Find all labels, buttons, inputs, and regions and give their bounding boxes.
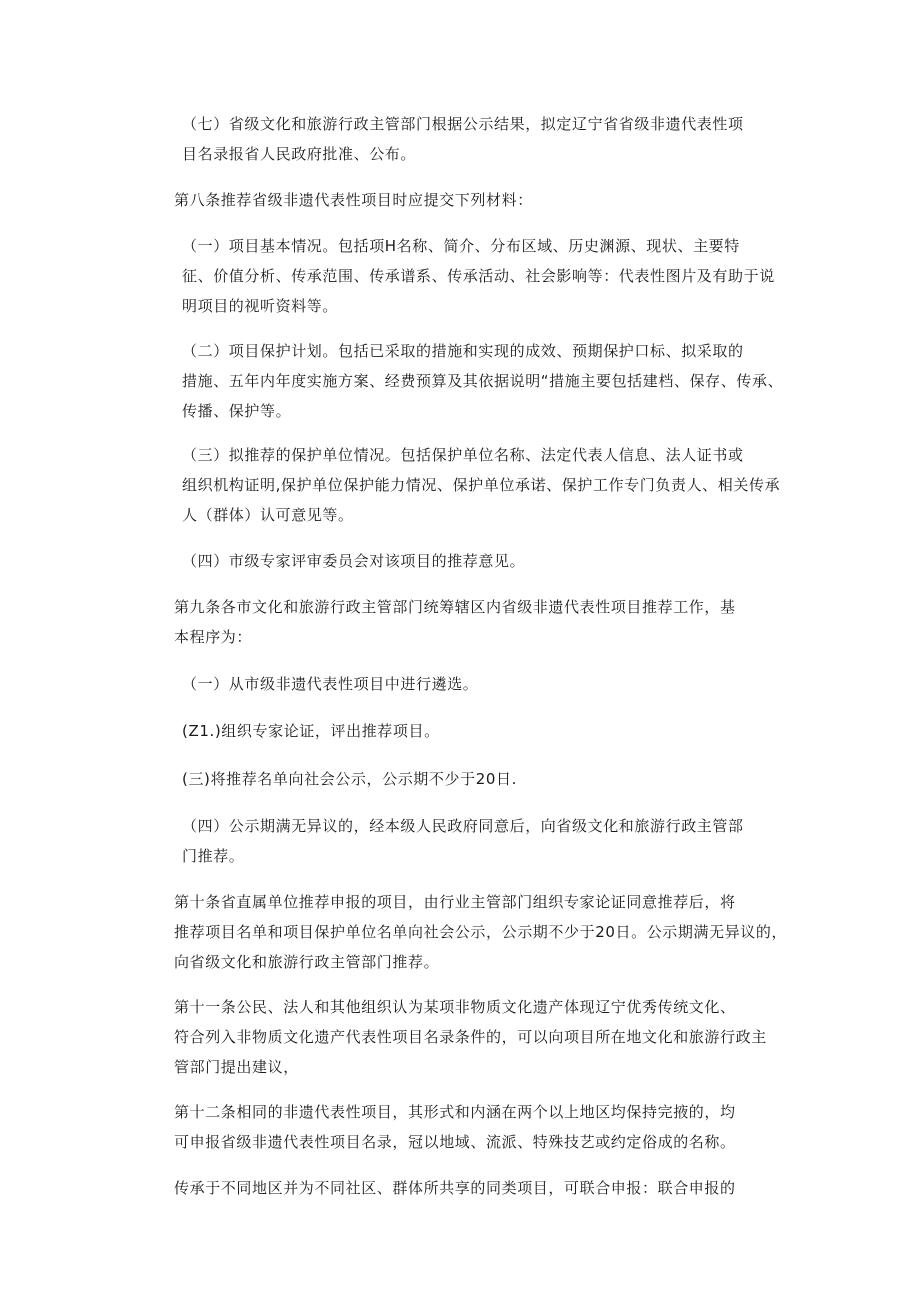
text-line: 传播、保护等。 (182, 402, 292, 420)
text-line: 可申报省级非遗代表性项目名录，冠以地域、流派、特殊技艺或约定俗成的名称。 (174, 1133, 736, 1151)
text-line: 组织机构证明,保护单位保护能力情况、保护单位承诺、保护工作专门负责人、相关传承 (182, 476, 781, 494)
text-line: 措施、五年内年度实施方案、经费预算及其依据说明“措施主要包括建档、保存、传承、 (182, 372, 784, 390)
paragraph-step-1 (132, 669, 792, 699)
paragraph-item-3-protection-unit (132, 440, 792, 530)
text-line: 管部门提出建议， (174, 1058, 299, 1076)
text-line: 推荐项目名单和项目保护单位名单向社会公示，公示期不少于20日。公示期满无异议的， (174, 923, 788, 941)
text-line: 向省级文化和旅游行政主管部门推荐。 (174, 953, 440, 971)
text-line: （二）项目保护计划。包括已采取的措施和实现的成效、预期保护口标、拟采取的 (182, 342, 744, 360)
paragraph-item-7-publication (132, 109, 792, 169)
paragraph-step-4 (132, 811, 792, 871)
text-line: 第十一条公民、法人和其他组织认为某项非物质文化遗产体现辽宁优秀传统文化、 (174, 998, 736, 1016)
text-line: 征、价值分析、传承范围、传承谱系、传承活动、社会影响等：代表性图片及有助于说 (182, 267, 775, 285)
paragraph-step-3 (132, 764, 792, 794)
text-line: （四）公示期满无异议的，经本级人民政府同意后，向省级文化和旅游行政主管部 (182, 817, 744, 835)
text-line: （三）拟推荐的保护单位情况。包括保护单位名称、法定代表人信息、法人证书或 (182, 446, 744, 464)
paragraph-item-4-expert-opinion (132, 546, 792, 576)
text-line: （七）省级文化和旅游行政主管部门根据公示结果，拟定辽宁省省级非遗代表性项 (182, 115, 744, 133)
text-line: （四）市级专家评审委员会对该项目的推荐意见。 (182, 552, 526, 570)
paragraph-item-2-protection-plan (132, 336, 792, 426)
paragraph-step-2 (132, 716, 792, 746)
article-9 (132, 592, 792, 652)
text-line: 第十条省直属单位推荐申报的项目，由行业主管部门组织专家论证同意推荐后，将 (174, 893, 736, 911)
article-8-heading (132, 185, 792, 215)
text-line: （一）项目基本情况。包括项H名称、简介、分布区域、历史渊源、现状、主要特 (182, 237, 740, 255)
text-line: （一）从市级非遗代表性项目中进行遴选。 (182, 675, 479, 693)
article-11 (132, 992, 792, 1082)
paragraph-item-1-basic-info (132, 231, 792, 321)
article-12 (132, 1097, 792, 1157)
text-line: 本程序为： (174, 628, 253, 646)
text-line: 门推荐。 (182, 847, 245, 865)
text-line: 明项目的视听资料等。 (182, 297, 339, 315)
text-line: (Z1.)组织专家论证，评出推荐项目。 (182, 722, 440, 740)
text-line: 传承于不同地区并为不同社区、群体所共享的同类项目，可联合申报：联合申报的 (174, 1179, 736, 1197)
text-line: 符合列入非物质文化遗产代表性项目名录条件的，可以向项目所在地文化和旅游行政主 (174, 1028, 767, 1046)
article-10 (132, 887, 792, 977)
text-line: 第十二条相同的非遗代表性项目，其形式和内涵在两个以上地区均保持完掖的，均 (174, 1103, 736, 1121)
text-line: 第八条推荐省级非遗代表性项目时应提交下列材料： (174, 191, 533, 209)
paragraph-joint-application (132, 1173, 792, 1203)
text-line: (三)将推荐名单向社会公示，公示期不少于20日. (182, 770, 517, 788)
text-line: 人（群体）认可意见等。 (182, 506, 354, 524)
text-line: 目名录报省人民政府批准、公布。 (182, 145, 417, 163)
text-line: 第九条各市文化和旅游行政主管部门统筹辖区内省级非遗代表性项目推荐工作，基 (174, 598, 736, 616)
